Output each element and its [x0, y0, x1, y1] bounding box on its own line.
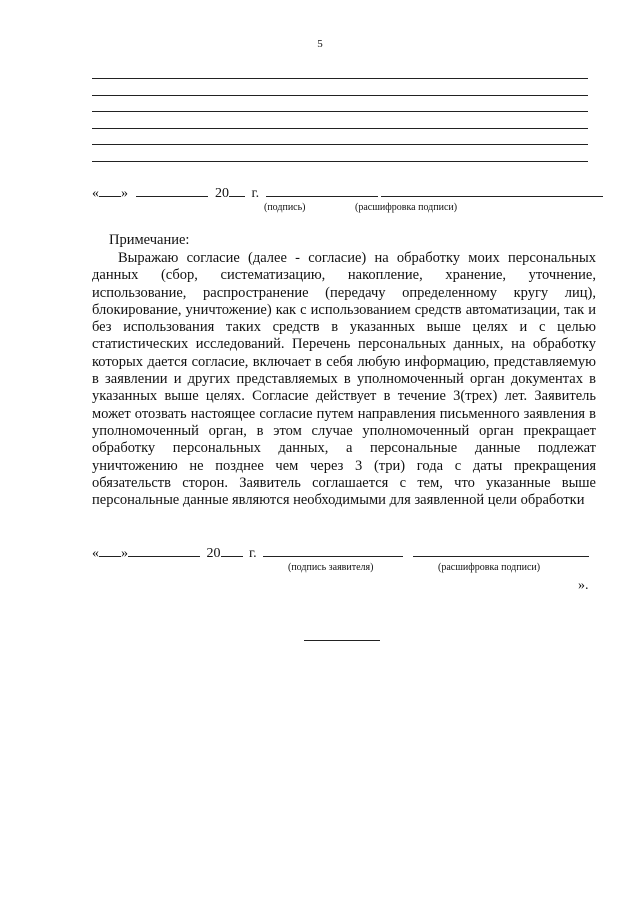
year-prefix: 20	[206, 546, 221, 561]
applicant-name-caption: (расшифровка подписи)	[438, 562, 541, 573]
applicant-name-blank	[413, 544, 589, 557]
quote-close: »	[121, 546, 128, 561]
name-blank	[381, 184, 603, 197]
year-blank	[221, 544, 243, 557]
page-number: 5	[317, 38, 323, 50]
fill-in-line	[92, 161, 588, 162]
year-suffix: г.	[249, 546, 257, 561]
fill-in-line	[92, 78, 588, 79]
day-blank	[99, 184, 121, 197]
applicant-signature-blank	[263, 544, 403, 557]
year-suffix: г.	[251, 186, 260, 201]
month-blank	[128, 544, 200, 557]
date-signature-line	[92, 184, 603, 202]
year-prefix: 20	[215, 186, 229, 201]
month-blank	[136, 184, 208, 197]
note-heading: Примечание:	[109, 232, 190, 248]
day-blank	[99, 544, 121, 557]
closing-quote: ».	[578, 578, 589, 593]
signature-caption: (подпись)	[264, 202, 306, 213]
year-blank	[229, 184, 245, 197]
name-caption: (расшифровка подписи)	[355, 202, 458, 213]
fill-in-line	[92, 95, 588, 96]
signature-blank	[266, 184, 378, 197]
fill-in-line	[92, 128, 588, 129]
fill-in-line	[92, 144, 588, 145]
applicant-signature-caption: (подпись заявителя)	[288, 562, 374, 573]
end-rule	[304, 640, 380, 641]
quote-open: «	[92, 546, 99, 561]
applicant-date-signature-line	[92, 544, 589, 562]
consent-text: Выражаю согласие (далее - согласие) на обработку моих персональных данных (сбор, систематизацию, накопление, хранение, уточнение, использование, распространение (передачу определенному кругу лиц), блокирование, уничтожение) как с использованием средств автоматизации, так и без использования таких средств в указанных выше целях и с целью статистических исследований. Перечень персональных данных, на обработку которых дается согласие, включает в себя любую информацию, представляемую в заявлении и других представляемых в уполномоченный орган документах в указанных выше целях. Согласие действует в течение 3(трех) лет. Заявитель может отозвать настоящее согласие путем направления письменного заявления в уполномоченный орган, в этом случае уполномоченный орган прекращает обработку персональных данных, а персональные данные подлежат уничтожению не позднее чем через 3 (три) года с даты прекращения обязательств сторон. Заявитель соглашается с тем, что указанные выше персональные данные являются необходимыми для заявленной цели обработки	[92, 250, 596, 509]
fill-in-line	[92, 111, 588, 112]
quote-close: »	[121, 186, 128, 201]
quote-open: «	[92, 186, 99, 201]
